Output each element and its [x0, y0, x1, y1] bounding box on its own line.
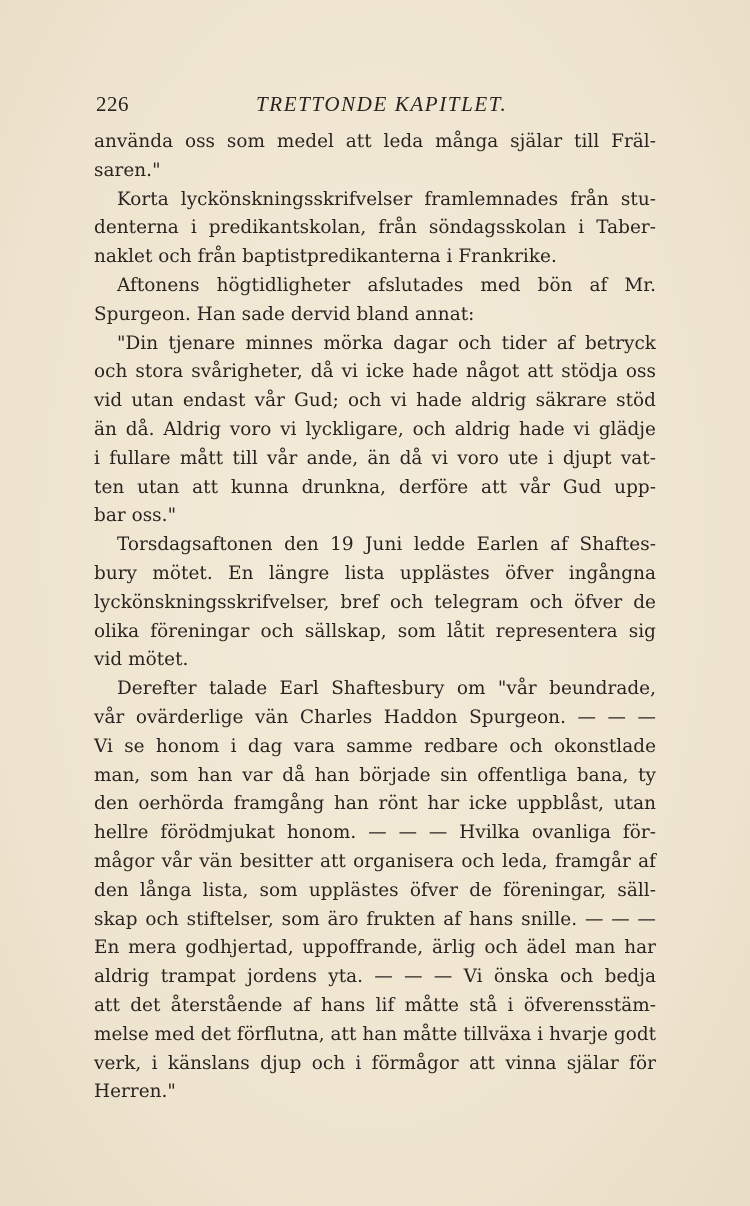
- text-line: En mera godhjertad, uppoffrande, ärlig och ädel man har: [94, 937, 656, 959]
- page-number: 226: [96, 92, 129, 116]
- text-line: olika föreningar och sällskap, som låtit representera sig: [94, 620, 656, 642]
- text-line: i fullare mått till vår ande, än då vi voro ute i djupt vat-: [94, 447, 656, 469]
- text-line: melse med det förflutna, att han måtte tillväxa i hvarje godt: [94, 1023, 657, 1045]
- running-head: [94, 92, 656, 122]
- text-line: vår ovärderlige vän Charles Haddon Spurgeon. — — —: [94, 706, 656, 728]
- text-line: naklet och från baptistpredikanterna i Frankrike.: [94, 246, 557, 268]
- text-line: skap och stiftelser, som äro frukten af hans snille. — — —: [94, 908, 656, 930]
- text-line: lyckönskningsskrifvelser, bref och telegram och öfver de: [94, 591, 656, 613]
- text-line: använda oss som medel att leda många själar till Fräl-: [94, 131, 656, 152]
- text-line: saren.": [94, 159, 161, 181]
- text-line: man, som han var då han började sin offentliga bana, ty: [94, 764, 656, 786]
- text-line: aldrig trampat jordens yta. — — — Vi önska och bedja: [94, 966, 656, 988]
- text-line: verk, i känslans djup och i förmågor att vinna själar för: [94, 1052, 656, 1074]
- text-line: Spurgeon. Han sade dervid bland annat:: [94, 303, 475, 325]
- text-line: mågor vår vän besitter att organisera och leda, framgår af: [94, 850, 656, 872]
- chapter-title: TRETTONDE KAPITLET.: [256, 92, 508, 116]
- paragraph-start-line: Aftonens högtidligheter afslutades med bön af Mr.: [117, 274, 656, 296]
- text-line: hellre förödmjukat honom. — — — Hvilka ovanliga för-: [94, 822, 656, 844]
- text-line: bar oss.": [94, 505, 177, 527]
- text-line: vid utan endast vår Gud; och vi hade aldrig säkrare stöd: [94, 390, 656, 412]
- paragraph-start-line: Torsdagsaftonen den 19 Juni ledde Earlen af Shaftes-: [117, 534, 656, 556]
- text-line: bury mötet. En längre lista upplästes öfver ingångna: [94, 562, 656, 584]
- paragraph-start-line: Korta lyckönskningsskrifvelser framlemnades från stu-: [117, 188, 656, 210]
- body-text: [94, 128, 656, 1107]
- text-line: denterna i predikantskolan, från söndagsskolan i Taber-: [94, 217, 656, 239]
- text-line: vid mötet.: [94, 649, 189, 671]
- text-line: den oerhörda framgång han rönt har icke uppblåst, utan: [94, 793, 656, 815]
- text-line: den långa lista, som upplästes öfver de föreningar, säll-: [94, 879, 656, 901]
- text-line: och stora svårigheter, då vi icke hade något att stödja oss: [94, 361, 656, 383]
- text-line: Vi se honom i dag vara samme redbare och okonstlade: [94, 735, 656, 757]
- text-line: ten utan att kunna drunkna, derföre att vår Gud upp-: [94, 476, 656, 498]
- text-line: att det återstående af hans lif måtte stå i öfverensstäm-: [94, 994, 656, 1016]
- text-line: än då. Aldrig voro vi lyckligare, och aldrig hade vi glädje: [94, 418, 656, 440]
- paragraph-start-line: Derefter talade Earl Shaftesbury om "vår beundrade,: [117, 678, 656, 700]
- quote-start-line: "Din tjenare minnes mörka dagar och tider af betryck: [117, 332, 656, 354]
- text-line: Herren.": [94, 1081, 176, 1103]
